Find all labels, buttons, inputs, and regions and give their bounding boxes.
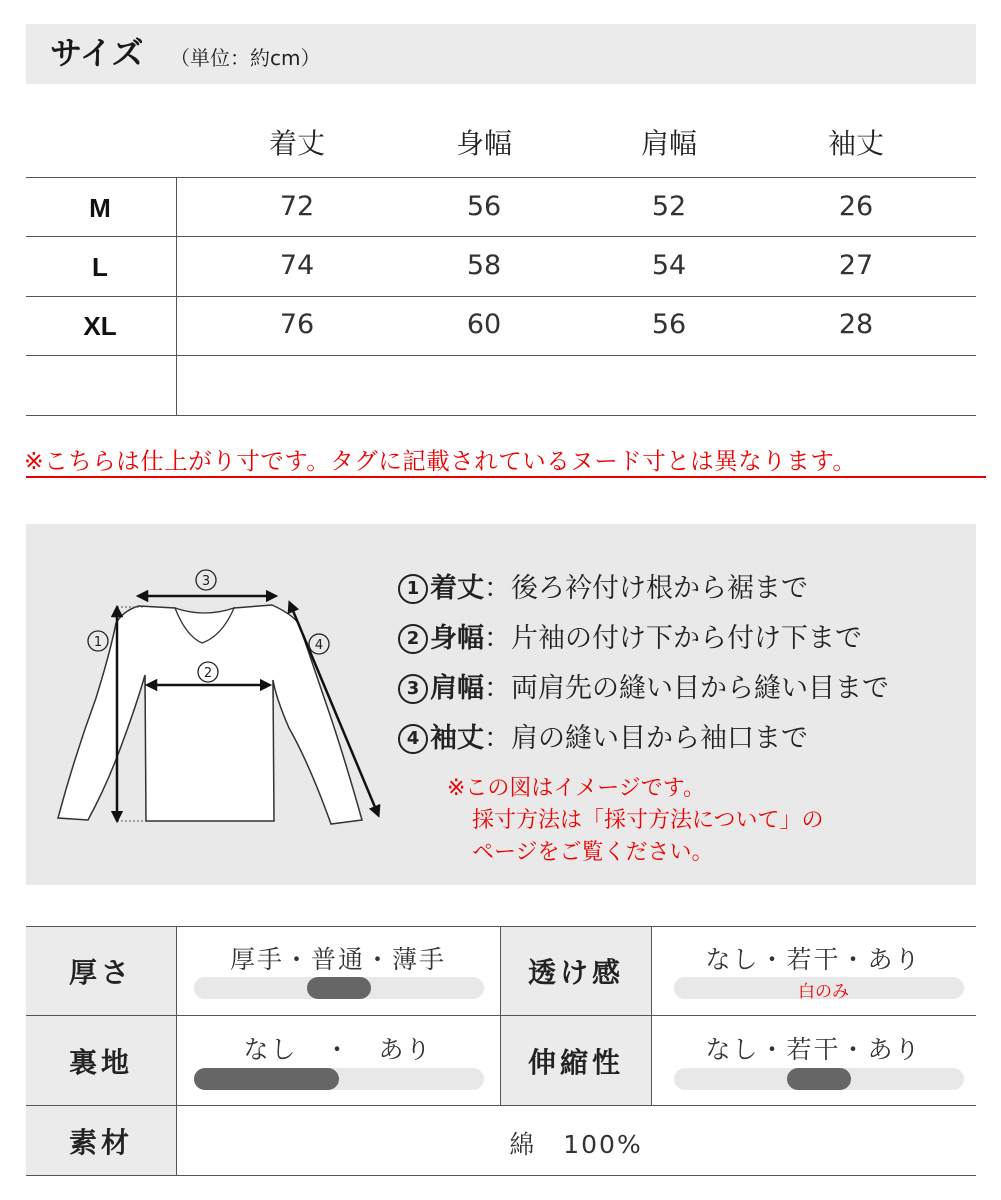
marker-3-label: 3: [201, 574, 211, 589]
garment-illustration: [44, 558, 394, 838]
legend-item-length: [398, 572, 808, 606]
table-cell: 56: [651, 309, 687, 340]
table-cell: 26: [838, 191, 874, 222]
spec-divider: [26, 1175, 976, 1176]
legend-item-sleeve: [398, 722, 808, 756]
legend-description: ：肩の縫い目から袖口まで: [484, 723, 808, 754]
table-cell: 54: [651, 250, 687, 281]
legend-description: ：両肩先の縫い目から縫い目まで: [484, 673, 889, 704]
thickness-scale: [194, 977, 484, 999]
spec-label-thickness: 厚さ: [26, 926, 176, 1015]
table-cell: 56: [466, 191, 502, 222]
finished-size-note: ※こちらは仕上がり寸です。タグに記載されているヌード寸とは異なります。: [24, 447, 857, 475]
stretch-options: なし・若干・あり: [705, 1035, 922, 1064]
sheerness-options: なし・若干・あり: [705, 945, 922, 974]
size-label: XL: [83, 311, 117, 341]
table-divider: [26, 296, 976, 297]
legend-number: 2: [398, 624, 428, 654]
legend-description: ：後ろ衿付け根から裾まで: [484, 573, 808, 604]
diagram-note: ページをご覧ください。: [472, 840, 714, 865]
size-unit: （単位：約cm）: [170, 46, 321, 70]
spec-label-lining: 裏地: [26, 1016, 176, 1105]
table-cell: 58: [466, 250, 502, 281]
thickness-indicator: [307, 977, 371, 999]
legend-item-shoulder: [398, 672, 889, 706]
spec-divider: [26, 926, 976, 927]
legend-description: ：片袖の付け下から付け下まで: [484, 623, 862, 654]
lining-options: なし ・ あり: [243, 1035, 433, 1064]
note-underline: [26, 476, 986, 478]
spec-label-material: 素材: [26, 1106, 176, 1175]
table-divider: [26, 236, 976, 237]
legend-term: 袖丈: [430, 723, 484, 754]
sheerness-sub-note: 白のみ: [798, 982, 849, 1002]
lining-indicator: [194, 1068, 339, 1090]
table-cell: 27: [838, 250, 874, 281]
column-header-length: 着丈: [268, 127, 325, 160]
material-value: 綿 100%: [509, 1130, 643, 1159]
size-title: サイズ: [50, 34, 144, 72]
spec-label-sheerness: 透け感: [501, 926, 651, 1015]
table-divider: [26, 355, 976, 356]
table-divider: [26, 177, 976, 178]
marker-2-label: 2: [203, 666, 213, 681]
legend-item-width: [398, 622, 862, 656]
size-label: M: [89, 193, 111, 223]
marker-4-label: 4: [314, 638, 324, 653]
lining-scale: [194, 1068, 484, 1090]
table-cell: 60: [466, 309, 502, 340]
diagram-note: ※この図はイメージです。: [447, 776, 706, 801]
legend-term: 着丈: [430, 573, 484, 604]
size-label: L: [92, 252, 108, 282]
thickness-options: 厚手・普通・薄手: [229, 945, 446, 974]
table-cell: 72: [279, 191, 315, 222]
table-cell: 74: [279, 250, 315, 281]
spec-label-stretch: 伸縮性: [501, 1016, 651, 1105]
table-cell: 28: [838, 309, 874, 340]
column-header-shoulder: 肩幅: [640, 127, 697, 160]
legend-number: 3: [398, 674, 428, 704]
legend-number: 1: [398, 574, 428, 604]
spec-divider: [26, 1015, 976, 1016]
table-cell: 52: [651, 191, 687, 222]
table-divider: [26, 415, 976, 416]
size-section-header: [26, 24, 976, 84]
spec-divider: [26, 1105, 976, 1106]
legend-term: 身幅: [430, 623, 484, 654]
marker-1-label: 1: [93, 635, 103, 650]
stretch-indicator: [787, 1068, 851, 1090]
table-cell: 76: [279, 309, 315, 340]
column-header-width: 身幅: [455, 127, 512, 160]
spec-column-divider: [500, 926, 501, 1105]
stretch-scale: [674, 1068, 964, 1090]
legend-number: 4: [398, 724, 428, 754]
table-column-divider: [176, 177, 177, 415]
diagram-note: 採寸方法は「採寸方法について」の: [472, 808, 824, 833]
column-header-sleeve: 袖丈: [827, 127, 884, 160]
legend-term: 肩幅: [430, 673, 484, 704]
